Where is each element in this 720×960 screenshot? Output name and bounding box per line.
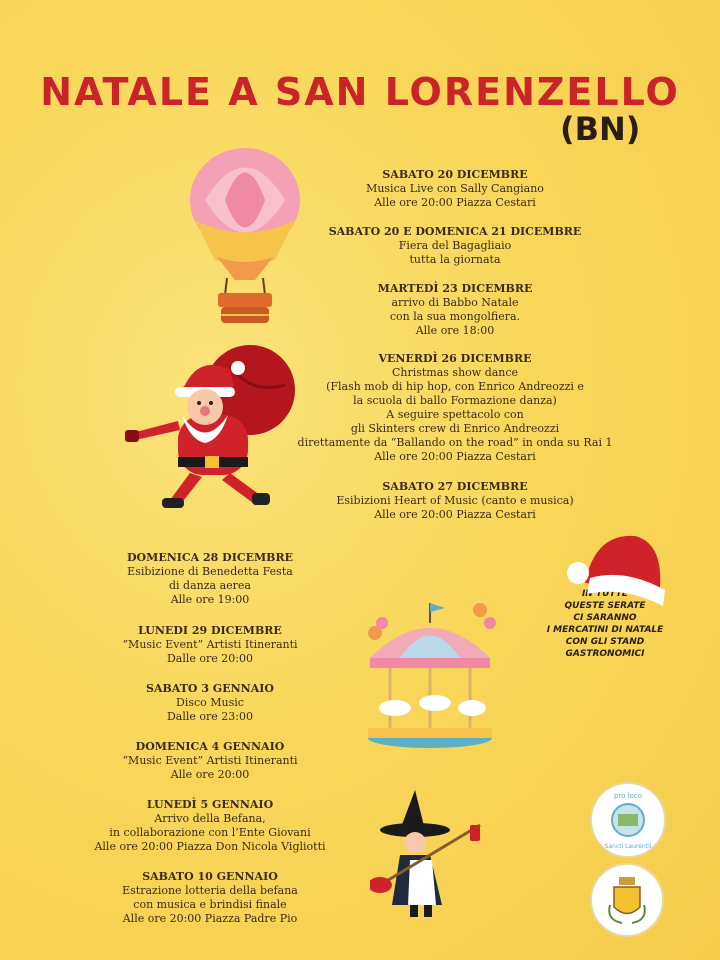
event-date: DOMENICA 4 GENNAIO [135, 740, 285, 753]
event-line: “Music Event” Artisti Itineranti [122, 638, 298, 651]
note-line: QUESTE SERATE [564, 601, 646, 611]
event-item [80, 798, 340, 854]
event-line: direttamente da “Ballando on the road” in onda su Rai 1 [297, 436, 613, 449]
logo-label-top: pro loco [613, 792, 643, 800]
event-item [315, 225, 595, 267]
coat-of-arms-icon [592, 865, 662, 935]
event-item [90, 551, 330, 607]
pro-loco-logo [590, 782, 666, 858]
event-line: A seguire spettacolo con [386, 408, 524, 421]
event-date: SABATO 3 GENNAIO [146, 682, 274, 695]
event-line: Alle ore 20:00 Piazza Cestari [374, 196, 536, 209]
befana-witch-icon [370, 785, 490, 925]
event-line: in collaborazione con l’Ente Giovani [109, 826, 311, 839]
event-line: Alle ore 20:00 Piazza Don Nicola Vigliotti [94, 840, 326, 853]
event-line: con musica e brindisi finale [133, 898, 287, 911]
hot-air-balloon-icon [185, 145, 305, 330]
event-date: LUNEDI 29 DICEMBRE [138, 624, 282, 637]
event-date: SABATO 20 E DOMENICA 21 DICEMBRE [328, 225, 582, 238]
event-line: la scuola di ballo Formazione danza) [353, 394, 557, 407]
event-line: Alle ore 20:00 Piazza Padre Pio [122, 912, 298, 925]
event-date: SABATO 20 DICEMBRE [382, 168, 528, 181]
event-line: tutta la giornata [409, 253, 501, 266]
event-line: Disco Music [176, 696, 244, 709]
event-line: Alle ore 19:00 [170, 593, 250, 606]
event-line: “Music Event” Artisti Itineranti [122, 754, 298, 767]
event-line: Musica Live con Sally Cangiano [366, 182, 544, 195]
event-item [90, 870, 330, 926]
event-line: Alle ore 20:00 Piazza Cestari [374, 508, 536, 521]
event-line: Dalle ore 23:00 [166, 710, 253, 723]
note-line: CON GLI STAND [565, 637, 645, 647]
event-date: VENERDÌ 26 DICEMBRE [378, 352, 532, 365]
event-item [90, 740, 330, 782]
logo-label-bottom: Sancti Laurentii [604, 843, 652, 850]
event-line: Arrivo della Befana, [154, 812, 266, 825]
event-date: LUNEDÌ 5 GENNAIO [146, 798, 274, 811]
note-line: I MERCATINI DI NATALE [546, 625, 664, 635]
event-line: Dalle ore 20:00 [166, 652, 253, 665]
event-line: Alle ore 20:00 Piazza Cestari [374, 450, 536, 463]
santa-claus-icon [120, 345, 300, 520]
event-item [295, 352, 615, 464]
event-date: DOMENICA 28 DICEMBRE [127, 551, 293, 564]
event-line: Alle ore 18:00 [415, 324, 495, 337]
event-line: Esibizione di Benedetta Festa [127, 565, 293, 578]
event-item [315, 168, 595, 210]
coat-of-arms-logo [590, 863, 664, 937]
note-line: CI SARANNO [573, 613, 637, 623]
pro-loco-emblem-icon [592, 784, 664, 856]
note-line: GASTRONOMICI [565, 649, 645, 659]
event-item [315, 282, 595, 338]
event-item [315, 480, 595, 522]
event-date: SABATO 10 GENNAIO [142, 870, 278, 883]
event-line: con la sua mongolfiera. [389, 310, 521, 323]
event-date: MARTEDÌ 23 DICEMBRE [377, 282, 533, 295]
event-line: gli Skinters crew di Enrico Andreozzi [350, 422, 560, 435]
page-subtitle: (BN) [560, 110, 641, 148]
event-line: di danza aerea [169, 579, 251, 592]
page-title: NATALE A SAN LORENZELLO [40, 70, 680, 114]
event-line: Christmas show dance [391, 366, 519, 379]
event-line: Esibizioni Heart of Music (canto e musica) [336, 494, 574, 507]
event-line: Estrazione lotteria della befana [122, 884, 298, 897]
event-date: SABATO 27 DICEMBRE [382, 480, 528, 493]
event-line: (Flash mob di hip hop, con Enrico Andreozzi e [326, 380, 584, 393]
event-item [90, 624, 330, 666]
carousel-icon [360, 598, 500, 753]
note-line: IN TUTTE [581, 589, 629, 599]
santa-hat-icon [565, 528, 670, 608]
event-item [90, 682, 330, 724]
event-line: Fiera del Bagagliaio [398, 239, 512, 252]
event-line: Alle ore 20:00 [170, 768, 250, 781]
event-line: arrivo di Babbo Natale [391, 296, 519, 309]
